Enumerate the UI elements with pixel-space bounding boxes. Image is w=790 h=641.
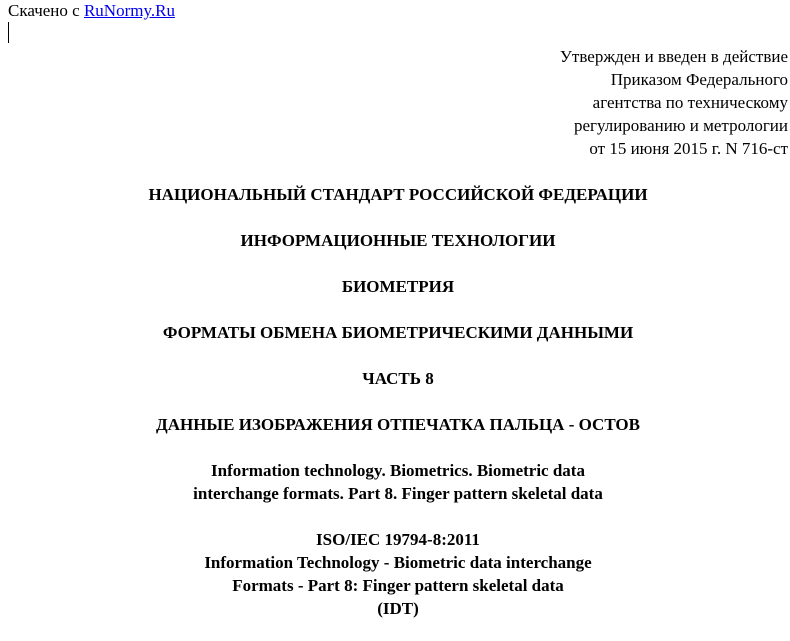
approval-line: Приказом Федерального	[610, 70, 788, 89]
english-title-line: Information technology. Biometrics. Biometric data	[211, 461, 585, 480]
iso-title-line: Formats - Part 8: Finger pattern skeletal data	[232, 576, 564, 595]
runormy-link[interactable]: RuNormy.Ru	[83, 1, 175, 20]
iso-title-line: Information Technology - Biometric data interchange	[204, 553, 592, 572]
english-title-line: interchange formats. Part 8. Finger pattern skeletal data	[193, 484, 603, 503]
national-standard-heading: НАЦИОНАЛЬНЫЙ СТАНДАРТ РОССИЙСКОЙ ФЕДЕРАЦИИ	[148, 185, 648, 204]
english-title	[0, 459, 790, 505]
text-cursor	[8, 22, 9, 43]
biometrics-heading: БИОМЕТРИЯ	[341, 277, 455, 296]
iso-identity: (IDT)	[377, 599, 419, 618]
approval-line: агентства по техническому	[592, 93, 788, 112]
approval-line: Утвержден и введен в действие	[559, 47, 788, 66]
source-line	[8, 1, 175, 21]
iso-block	[0, 528, 790, 620]
source-prefix: Скачено с	[8, 1, 84, 20]
skeleton-heading: ДАННЫЕ ИЗОБРАЖЕНИЯ ОТПЕЧАТКА ПАЛЬЦА - ОСТОВ	[156, 415, 640, 434]
iso-code: ISO/IEC 19794-8:2011	[316, 530, 480, 549]
it-heading: ИНФОРМАЦИОННЫЕ ТЕХНОЛОГИИ	[240, 231, 556, 250]
part-heading: ЧАСТЬ 8	[362, 369, 434, 388]
formats-heading: ФОРМАТЫ ОБМЕНА БИОМЕТРИЧЕСКИМИ ДАННЫМИ	[162, 323, 634, 342]
approval-line: от 15 июня 2015 г. N 716-ст	[589, 139, 788, 158]
approval-block	[560, 45, 788, 160]
approval-line: регулированию и метрологии	[573, 116, 788, 135]
